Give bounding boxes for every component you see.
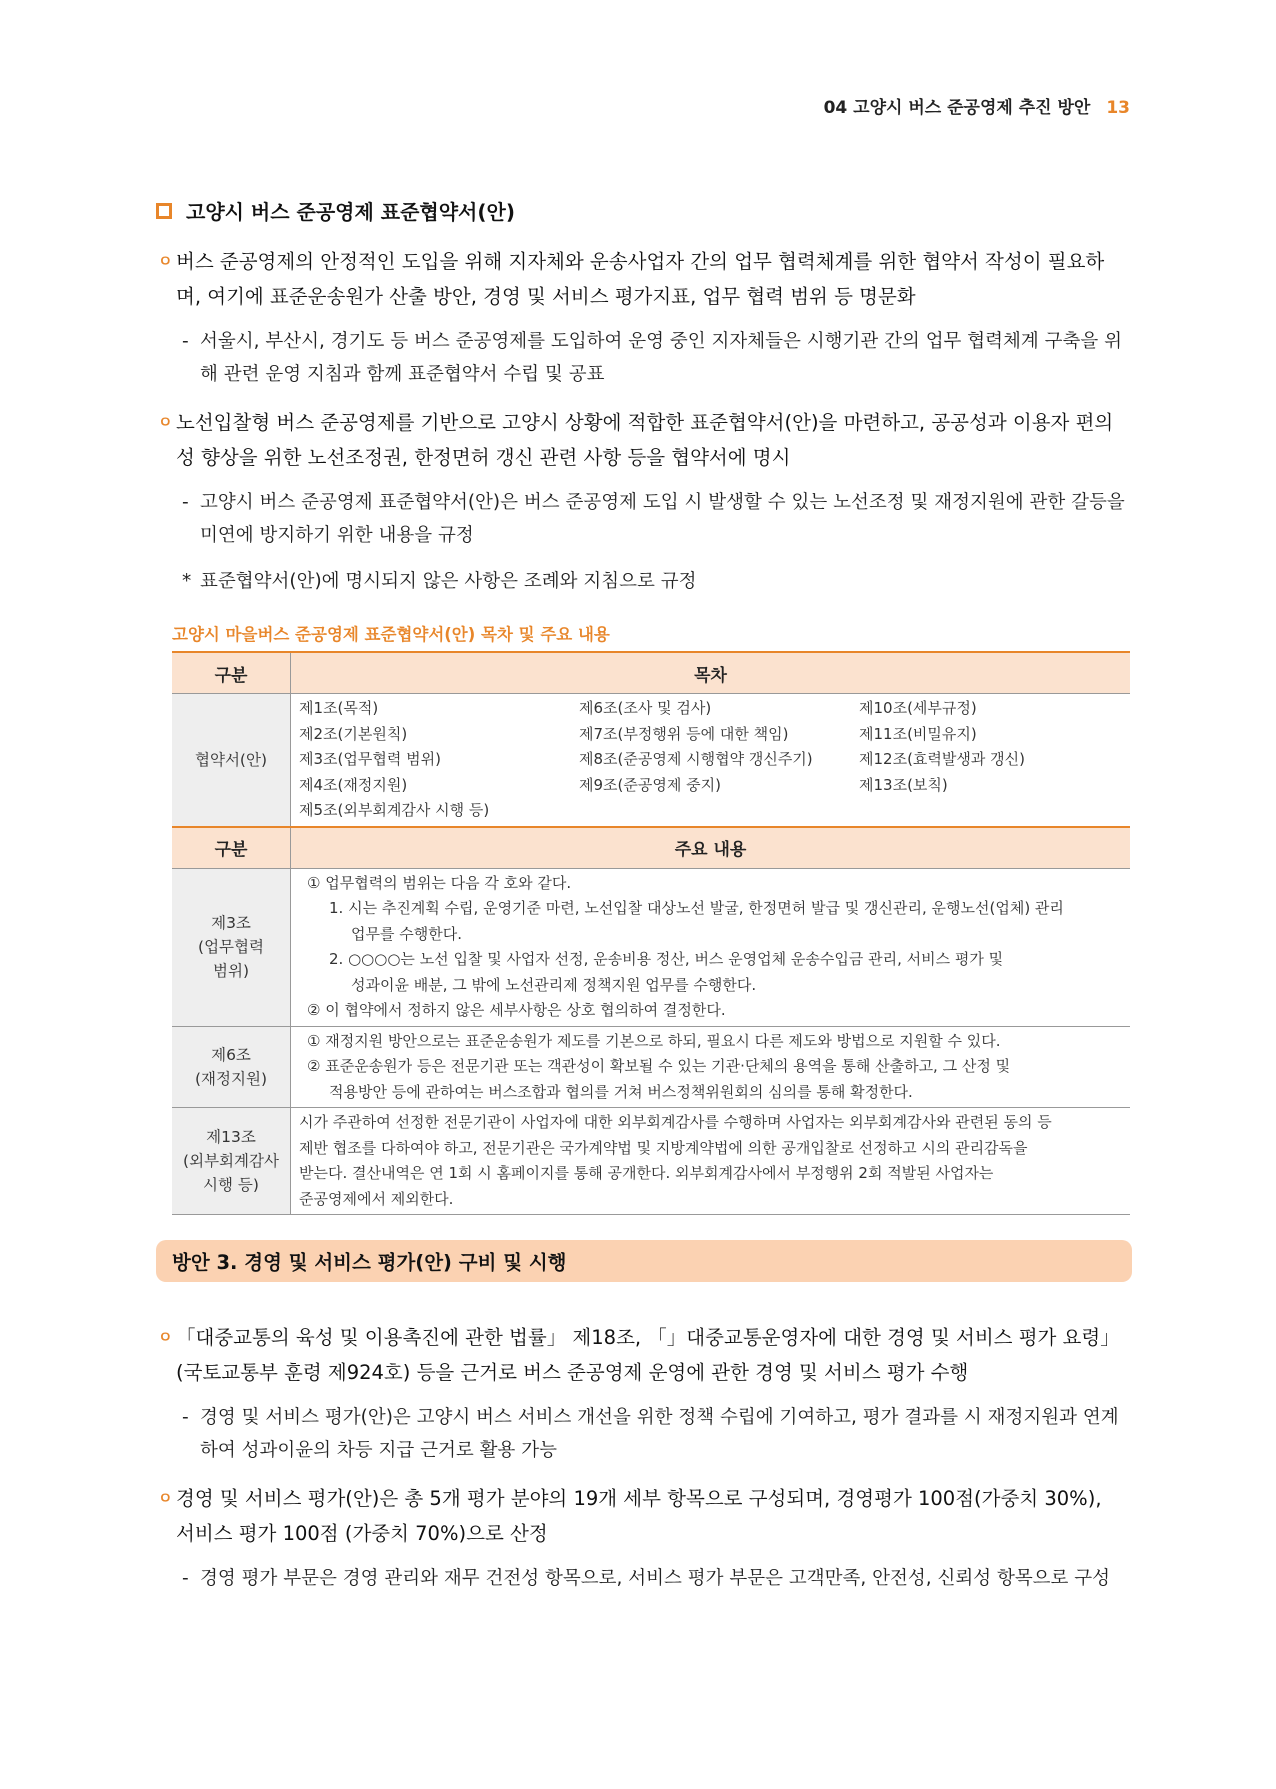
toc-item: 제12조(효력발생과 갱신) bbox=[859, 750, 1025, 768]
section-banner: 방안 3. 경영 및 서비스 평가(안) 구비 및 시행 bbox=[156, 1240, 1132, 1282]
content-line: 시가 주관하여 선정한 전문기관이 사업자에 대한 외부회계감사를 수행하며 사업자는 외부회계감사와 관련된 동의 등 bbox=[299, 1113, 1052, 1131]
table-header-row bbox=[172, 652, 1130, 694]
paragraph-4-text: 경영 및 서비스 평가(안)은 총 5개 평가 분야의 19개 세부 항목으로 구성되며, 경영평가 100점(가중치 30%), 서비스 평가 100점 (가중치 70%)으로 산정 bbox=[176, 1487, 1102, 1545]
header-category: 구분 bbox=[172, 652, 291, 694]
row-category bbox=[172, 1108, 291, 1215]
content-line: 1. 시는 추진계획 수립, 운영기준 마련, 노선입찰 대상노선 발굴, 한정면허 발급 및 갱신관리, 운행노선(업체) 관리 bbox=[329, 899, 1064, 917]
paragraph-2-sub bbox=[182, 486, 1126, 552]
content-line: ② 표준운송원가 등은 전문기관 또는 객관성이 확보될 수 있는 기관·단체의 용역을 통해 산출하고, 그 산정 및 bbox=[307, 1057, 1011, 1075]
cat-line: 범위) bbox=[213, 962, 249, 980]
cat-line: 제13조 bbox=[206, 1128, 256, 1146]
cat-line: (외부회계감사 bbox=[183, 1152, 279, 1170]
toc-item: 제2조(기본원칙) bbox=[299, 724, 408, 743]
row-body bbox=[291, 1108, 1131, 1215]
note bbox=[182, 565, 1126, 598]
paragraph-1-text: 버스 준공영제의 안정적인 도입을 위해 지자체와 운송사업자 간의 업무 협력체계를 위한 협약서 작성이 필요하며, 여기에 표준운송원가 산출 방안, 경영 및 서비스 평가지표, 업무 협력 범위 등 명문화 bbox=[176, 250, 1105, 308]
paragraph-1-sub-text: 서울시, 부산시, 경기도 등 버스 준공영제를 도입하여 운영 중인 지자체들은 시행기관 간의 업무 협력체계 구축을 위해 관련 운영 지침과 함께 표준협약서 수립 및 공표 bbox=[200, 331, 1123, 385]
row-body bbox=[291, 1026, 1131, 1108]
content-line: 제반 협조를 다하여야 하고, 전문기관은 국가계약법 및 지방계약법에 의한 공개입찰로 선정하고 시의 관리감독을 bbox=[299, 1138, 1028, 1157]
row-category bbox=[172, 1026, 291, 1108]
circle-bullet-icon: ㅇ bbox=[158, 1489, 173, 1507]
dash-marker: - bbox=[182, 331, 189, 352]
content-line: 업무를 수행한다. bbox=[351, 924, 462, 943]
paragraph-2 bbox=[158, 405, 1126, 475]
table-title: 고양시 마을버스 준공영제 표준협약서(안) 목차 및 주요 내용 bbox=[172, 625, 610, 644]
paragraph-1-sub bbox=[182, 325, 1126, 391]
toc-item: 제11조(비밀유지) bbox=[859, 724, 977, 743]
toc-item bbox=[859, 798, 1119, 824]
table-row bbox=[172, 868, 1130, 1026]
row-body bbox=[291, 868, 1131, 1026]
page-number: 13 bbox=[1106, 98, 1130, 118]
header-category: 구분 bbox=[172, 827, 291, 869]
toc-item: 제8조(준공영제 시행협약 갱신주기) bbox=[579, 750, 813, 768]
toc-item: 제9조(준공영제 중지) bbox=[579, 775, 721, 794]
toc-item bbox=[579, 798, 859, 824]
toc-item: 제6조(조사 및 검사) bbox=[579, 699, 712, 717]
toc-item: 제1조(목적) bbox=[299, 699, 379, 717]
toc-item: 제7조(부정행위 등에 대한 책임) bbox=[579, 724, 789, 743]
paragraph-4-sub-text: 경영 평가 부문은 경영 관리와 재무 건전성 항목으로, 서비스 평가 부문은 고객만족, 안전성, 신뢰성 항목으로 구성 bbox=[200, 1568, 1111, 1589]
section-title bbox=[156, 196, 515, 225]
header-main-content: 주요 내용 bbox=[291, 827, 1131, 869]
asterisk-marker: * bbox=[182, 571, 192, 592]
toc-item: 제3조(업무협력 범위) bbox=[299, 750, 441, 768]
paragraph-4 bbox=[158, 1481, 1126, 1551]
toc-item: 제13조(보칙) bbox=[859, 775, 948, 794]
dash-marker: - bbox=[182, 492, 189, 513]
cat-line: 제6조 bbox=[211, 1045, 251, 1064]
circle-bullet-icon: ㅇ bbox=[158, 413, 173, 431]
content-line: ① 업무협력의 범위는 다음 각 호와 같다. bbox=[307, 873, 572, 892]
table-row bbox=[172, 694, 1130, 827]
table-row bbox=[172, 1026, 1130, 1108]
row-category bbox=[172, 868, 291, 1026]
header-contents: 목차 bbox=[291, 652, 1131, 694]
row-category: 협약서(안) bbox=[172, 694, 291, 827]
circle-bullet-icon: ㅇ bbox=[158, 252, 173, 270]
content-line: 성과이윤 배분, 그 밖에 노선관리제 정책지원 업무를 수행한다. bbox=[351, 975, 757, 994]
paragraph-2-text: 노선입찰형 버스 준공영제를 기반으로 고양시 상황에 적합한 표준협약서(안)을 마련하고, 공공성과 이용자 편의성 향상을 위한 노선조정권, 한정면허 갱신 관련 사항 등을 협약서에 명시 bbox=[176, 411, 1114, 469]
dash-marker: - bbox=[182, 1407, 189, 1428]
contents-table bbox=[172, 651, 1130, 1215]
chapter-title: 04 고양시 버스 준공영제 추진 방안 bbox=[823, 98, 1091, 118]
section-title-text: 고양시 버스 준공영제 표준협약서(안) bbox=[186, 200, 515, 224]
cat-line: 시행 등) bbox=[203, 1176, 259, 1194]
paragraph-3-text: 「대중교통의 육성 및 이용촉진에 관한 법률」 제18조, 「」대중교통운영자에 대한 경영 및 서비스 평가 요령」(국토교통부 훈령 제924호) 등을 근거로 버스 준공영제 운영에 관한 경영 및 서비스 평가 수행 bbox=[176, 1326, 1120, 1384]
cat-line: (업무협력 bbox=[198, 938, 264, 956]
note-text: 표준협약서(안)에 명시되지 않은 사항은 조례와 지침으로 규정 bbox=[200, 571, 697, 592]
circle-bullet-icon: ㅇ bbox=[158, 1328, 173, 1346]
content-line: 2. ○○○○는 노선 입찰 및 사업자 선정, 운송비용 정산, 버스 운영업체 운송수입금 관리, 서비스 평가 및 bbox=[329, 950, 1004, 968]
cat-line: 제3조 bbox=[211, 914, 251, 932]
dash-marker: - bbox=[182, 1568, 189, 1589]
paragraph-2-sub-text: 고양시 버스 준공영제 표준협약서(안)은 버스 준공영제 도입 시 발생할 수 있는 노선조정 및 재정지원에 관한 갈등을 미연에 방지하기 위한 내용을 규정 bbox=[200, 492, 1125, 546]
toc-item: 제10조(세부규정) bbox=[859, 699, 977, 717]
paragraph-4-sub bbox=[182, 1562, 1126, 1595]
toc-item: 제5조(외부회계감사 시행 등) bbox=[299, 801, 490, 819]
table-header-row bbox=[172, 827, 1130, 869]
content-line: ① 재정지원 방안으로는 표준운송원가 제도를 기본으로 하되, 필요시 다른 제도와 방법으로 지원할 수 있다. bbox=[307, 1031, 1001, 1050]
content-line: 적용방안 등에 관하여는 버스조합과 협의를 거쳐 버스정책위원회의 심의를 통해 확정한다. bbox=[329, 1082, 913, 1101]
toc-item: 제4조(재정지원) bbox=[299, 775, 408, 794]
content-line: ② 이 협약에서 정하지 않은 세부사항은 상호 협의하여 결정한다. bbox=[307, 1001, 726, 1019]
paragraph-3-sub-text: 경영 및 서비스 평가(안)은 고양시 버스 서비스 개선을 위한 정책 수립에 기여하고, 평가 결과를 시 재정지원과 연계하여 성과이윤의 차등 지급 근거로 활용 가능 bbox=[200, 1407, 1119, 1461]
paragraph-1 bbox=[158, 244, 1126, 314]
cat-line: (재정지원) bbox=[195, 1069, 267, 1088]
content-line: 준공영제에서 제외한다. bbox=[299, 1189, 454, 1208]
paragraph-3-sub bbox=[182, 1401, 1126, 1467]
table-row bbox=[172, 1108, 1130, 1215]
paragraph-3 bbox=[158, 1320, 1126, 1390]
square-bullet-icon bbox=[156, 203, 172, 219]
row-body bbox=[291, 694, 1131, 827]
content-line: 받는다. 결산내역은 연 1회 시 홈페이지를 통해 공개한다. 외부회계감사에서 부정행위 2회 적발된 사업자는 bbox=[299, 1164, 994, 1182]
running-header bbox=[824, 93, 1130, 118]
toc-grid bbox=[299, 696, 1122, 824]
